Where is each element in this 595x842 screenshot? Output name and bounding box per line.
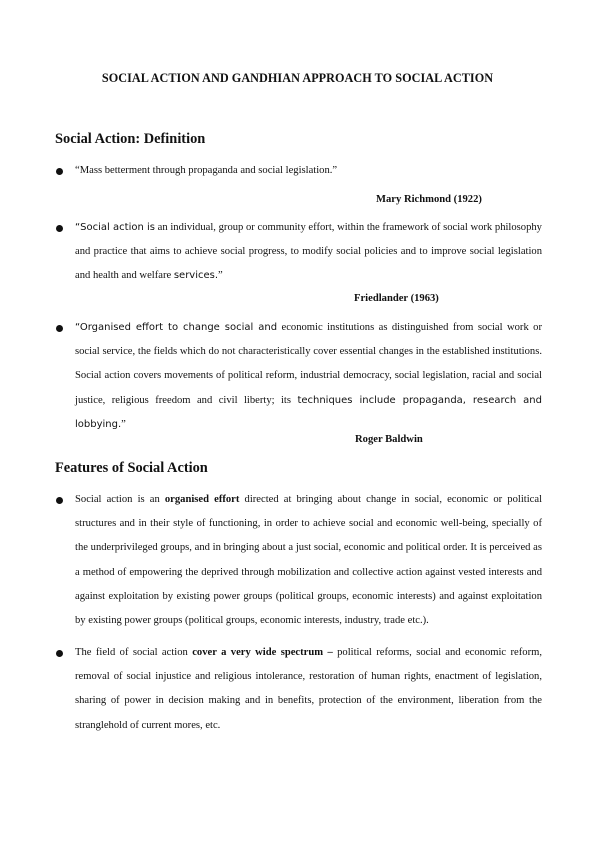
quote-lead: “Organised effort to change social and [75, 322, 278, 333]
definition-section-heading: Social Action: Definition [55, 131, 206, 147]
bullet-icon [56, 325, 63, 332]
feature-emphasis: cover a very wide spectrum – [192, 647, 333, 658]
feature-pre: The field of social action [75, 647, 193, 658]
bullet-icon [56, 168, 63, 175]
feature-paragraph-1 [75, 488, 542, 633]
quote-end: ” [218, 270, 223, 282]
quote-tail: services. [173, 270, 219, 282]
feature-pre: Social action is an [75, 494, 165, 505]
quote-body: an individual, group or community effort, within the framework of social work philosophy and practice that aims to achieve social progress, to modify social policies and to improve social legislation and health and welfare [75, 222, 542, 282]
definition-quote-3 [75, 316, 542, 437]
definition-attribution-2: Friedlander (1963) [354, 293, 439, 304]
features-section-heading: Features of Social Action [55, 460, 208, 476]
definition-quote-1 [75, 159, 542, 183]
feature-post: directed at bringing about change in social, economic or political structures and in their style of functioning, in order to achieve social and economic well-being, specially of the underprivileged groups, and in bringing about a just social, economic and political order. It is perceived as a method of empowering the deprived through mobilization and collective action against vested interests and against exploitation by existing power groups (political groups, economic interests) and against exploitation by existing power groups (political groups, economic interests, industry, trade etc.). [75, 494, 543, 627]
quote-lead: “Social action is [75, 222, 155, 233]
feature-paragraph-2 [75, 641, 542, 738]
feature-emphasis: organised effort [164, 494, 240, 505]
quote-body: economic institutions as distinguished from social work or social service, the fields which do not characteristically cover essential changes in the established institutions. Social action covers movements of political reform, industrial democracy, social legislation, racial and social justice, religious freedom and civil liberty; its [75, 322, 542, 406]
quote-text: “Mass betterment through propaganda and social legislation.” [75, 165, 338, 176]
definition-attribution-1: Mary Richmond (1922) [376, 194, 482, 205]
definition-attribution-3: Roger Baldwin [355, 434, 423, 445]
bullet-icon [56, 497, 63, 504]
feature-post: political reforms, social and economic reform, removal of social injustice and religious intolerance, restoration of human rights, enactment of legislation, sharing of power in decision making and in benefits, protection of the environment, liberation from the stranglehold of current mores, etc. [75, 647, 542, 731]
document-title: SOCIAL ACTION AND GANDHIAN APPROACH TO SOCIAL ACTION [101, 71, 494, 85]
quote-tail: techniques include propaganda, research and lobbying. [75, 394, 542, 430]
bullet-icon [56, 225, 63, 232]
definition-quote-2 [75, 216, 542, 289]
bullet-icon [56, 650, 63, 657]
quote-end: ” [121, 418, 126, 430]
